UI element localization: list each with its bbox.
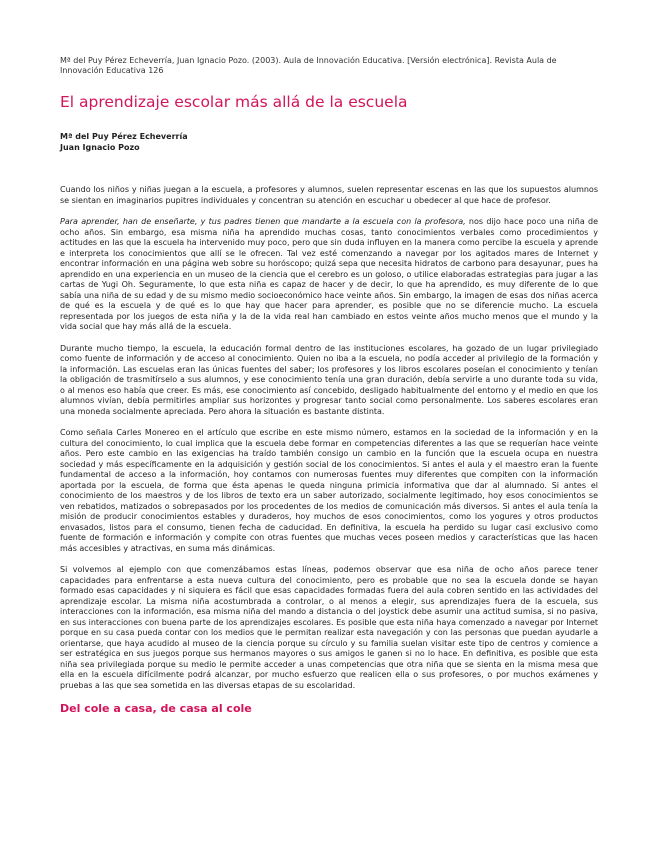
author-list (60, 131, 598, 153)
page-title: El aprendizaje escolar más allá de la escuela (60, 93, 408, 111)
paragraph-example: Si volvemos al ejemplo con que comenzábamos estas líneas, podemos observar que esa niña de ocho años parece tener capacidades para enfrentarse a esta nueva cultura del conocimiento, pero es probable que no sea la escuela donde se hayan formado esas capacidades y ni siquiera es fácil que esas capacidades formadas fuera del aula cobren sentido en las actividades del aprendizaje escolar. La misma niña acostumbrada a controlar, o al menos a elegir, sus aprendizajes fuera de la escuela, sus interacciones con la información, esa misma niña del mando a distancia o del joystick debe asumir una actitud sumisa, si no pasiva, en sus interacciones con buena parte de los aprendizajes escolares. Es posible que esta niña haya comenzado a navegar por Internet porque en su casa pueda contar con los medios que le permitan realizar esta navegación y con las personas que puedan ayudarle a orientarse, que haya acudido al museo de la ciencia porque su círculo y su familia suelan visitar este tipo de centros y comience a ser estratégica en sus juegos porque sus hermanos mayores o sus amigos le ganen si no lo hace. En definitiva, es posible que esta niña sea privilegiada porque su medio le permite acceder a unas competencias que otra niña que se sienta en la misma mesa que ella en la escuela difícilmente podrá alcanzar, por mucho esfuerzo que realicen ella o sus profesores, o por muchos exámenes y pruebas a las que sea sometida en las diversas etapas de su escolaridad. (60, 565, 598, 690)
paragraph-intro: Cuando los niños y niñas juegan a la escuela, a profesores y alumnos, suelen representar escenas en las que los supuestos alumnos se sientan en imaginarios pupitres individuales y concentran su atención en escuchar u obedecer al que hace de profesor. (60, 185, 598, 205)
document-page (60, 56, 598, 715)
paragraph-text: nos dijo hace poco una niña de ocho años. Sin embargo, esa misma niña ha aprendido muchas cosas, tanto conocimientos verbales como procedimientos y actitudes en las que la escuela ha intervenido muy poco, pero que sin duda influyen en la manera como percibe la escuela y aprende e interpreta los conocimientos que allí se le ofrecen. Tal vez esté comenzando a navegar por los agitados mares de Internet y encontrar información en una página web sobre su horóscopo; quizá sepa que necesita hidratos de carbono para desayunar, pues ha aprendido en una experiencia en un museo de la ciencia que el cerebro es un goloso, o utilice elaboradas estrategias para jugar a las cartas de Yugi Oh. Seguramente, lo que esta niña es capaz de hacer y de decir, lo que ha aprendido, es muy diferente de lo que sabía una niña de su edad y de su mismo medio socioeconómico hace veinte años. Sin embargo, la imagen de esas dos niñas acerca de qué es la escuela y de qué es lo que hay que hacer para aprender, es posible que no se diferencie mucho. La escuela representada por los juegos de esta niña y la de la vida real han cambiado en estos veinte años mucho menos que el mundo y la vida social que hay más allá de la escuela. (60, 217, 599, 331)
author-name: Mª del Puy Pérez Echeverría (60, 132, 188, 141)
author-name: Juan Ignacio Pozo (60, 143, 140, 152)
section-subheading: Del cole a casa, de casa al cole (60, 702, 252, 715)
citation: Mª del Puy Pérez Echeverría, Juan Ignacio Pozo. (2003). Aula de Innovación Educativa. [Versión electrónica]. Revista Aula de Innovación Educativa 126 (60, 56, 557, 75)
paragraph-information-society: Como señala Carles Monereo en el artículo que escribe en este mismo número, estamos en la sociedad de la información y en la cultura del conocimiento, lo cual implica que la escuela debe formar en competencias diferentes a las que se requerían hace veinte años. Pero este cambio en las exigencias ha traído también consigo un cambio en la función que la escuela ocupa en nuestra sociedad y más específicamente en la adquisición y gestión social de los conocimientos. Si antes el aula y el maestro eran la fuente fundamental de acceso a la información, hoy contamos con numerosas fuentes muy diferentes que compiten con la información aportada por la escuela, de forma que ésta apenas le queda ninguna primicia informativa que dar al alumnado. Si antes el conocimiento de los maestros y de los libros de texto era un saber autorizado, socialmente legitimado, hoy esos conocimientos se ven rebatidos, matizados o sobrepasados por los procedentes de los medios de comunicación más diversos. Si antes el aula tenía la misión de producir conocimientos estables y duraderos, hoy muchos de esos conocimientos, como los yogures y otros productos envasados, listos para el consumo, tienen fecha de caducidad. En definitiva, la escuela ha perdido su lugar casi exclusivo como fuente de formación e información y compite con otras fuentes que muchas veces poseen medios y características que las hacen más accesibles y atractivas, en suma más dinámicas. (60, 428, 598, 553)
paragraph-history: Durante mucho tiempo, la escuela, la educación formal dentro de las instituciones escolares, ha gozado de un lugar privilegiado como fuente de información y de acceso al conocimiento. Quien no iba a la escuela, no podía acceder al privilegio de la formación y la información. Las escuelas eran las únicas fuentes del saber; los profesores y los libros escolares poseían el conocimiento y tenían la obligación de trasmitírselo a sus alumnos, y ese conocimiento tenía una gran duración, debía servirle a uno durante toda su vida, o al menos eso había que creer. Es más, ese conocimiento así concebido, desligado habitualmente del entorno y el medio en que los alumnos vivían, debía permitirles ampliar sus horizontes y progresar tanto social como personalmente. Los saberes escolares eran una moneda socialmente apreciada. Pero ahora la situación es bastante distinta. (60, 343, 598, 416)
paragraph-quote (60, 217, 598, 333)
quote-text: Para aprender, han de enseñarte, y tus padres tienen que mandarte a la escuela con la profesora, (60, 217, 466, 226)
